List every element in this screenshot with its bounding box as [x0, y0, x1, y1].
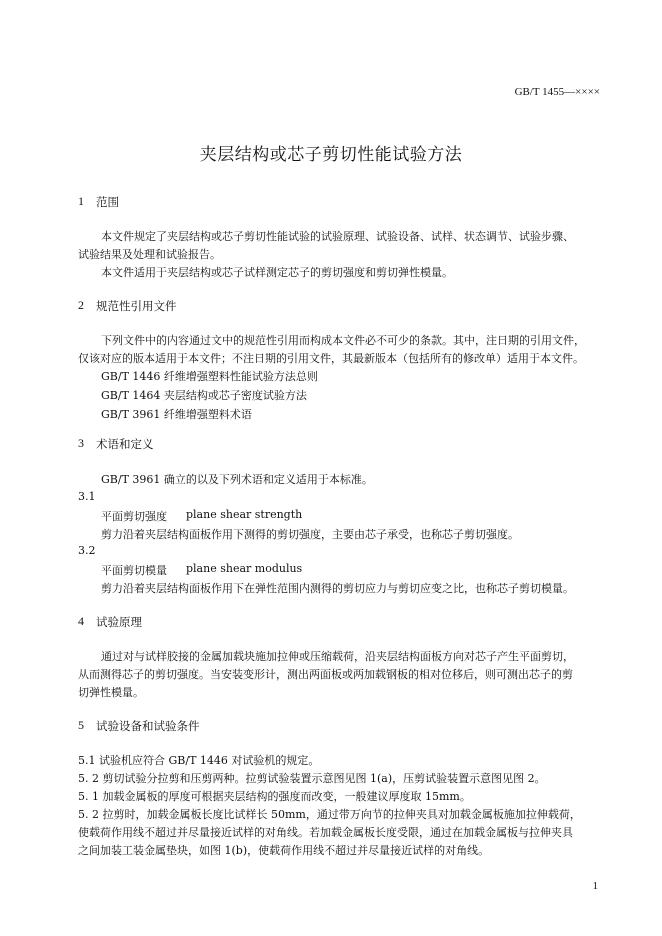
- section-1-number: 1: [78, 194, 84, 208]
- term-1-name: 平面剪切强度: [101, 510, 167, 523]
- document-title: 夹层结构或芯子剪切性能试验方法: [199, 145, 463, 165]
- section-4-line-3: 切弹性模量。: [78, 686, 144, 699]
- term-2-definition: 剪力沿着夹层结构面板作用下在弹性范围内测得的剪切应力与剪切应变之比，也称芯子剪切模量。: [101, 582, 574, 595]
- term-1-english: plane shear strength: [186, 508, 303, 521]
- clause-5-4-line-1: 5. 2 拉剪时，加载金属板长度比试样长 50mm，通过带万向节的拉伸夹具对加载金属板施加拉伸载荷，: [78, 808, 581, 821]
- section-1-para-1-line-1: 本文件规定了夹层结构或芯子剪切性能试验的试验原理、试验设备、试样、状态调节、试验步骤、: [101, 230, 574, 243]
- clause-5-4-line-3: 之间加装工装金属垫块，如图 1(b)，使载荷作用线不超过并尽量接近试样的对角线。: [78, 844, 490, 857]
- term-2-english: plane shear modulus: [186, 562, 303, 575]
- section-1-para-1-line-2: 试验结果及处理和试验报告。: [78, 248, 221, 261]
- section-5-title: 试验设备和试验条件: [96, 719, 200, 733]
- section-3-intro: GB/T 3961 确立的以及下列术语和定义适用于本标准。: [101, 473, 373, 486]
- section-4-line-2: 从而测得芯子的剪切强度。当安装变形计，测出两面板或两加载钢板的相对位移后，则可测出芯子的剪: [78, 668, 573, 681]
- term-1-number: 3.1: [78, 490, 96, 503]
- clause-5-4-line-2: 使载荷作用线不超过并尽量接近试样的对角线。若加载金属板长度受限，通过在加载金属板与拉伸夹具: [78, 826, 573, 839]
- section-3-title: 术语和定义: [96, 437, 154, 451]
- clause-5-2: 5. 2 剪切试验分拉剪和压剪两种。拉剪试验装置示意图见图 1(a)，压剪试验装置示意图见图 2。: [78, 772, 546, 785]
- section-4-number: 4: [78, 614, 84, 628]
- section-4-line-1: 通过对与试样胶接的金属加载块施加拉伸或压缩载荷，沿夹层结构面板方向对芯子产生平面剪切，: [101, 650, 574, 663]
- section-3-number: 3: [78, 436, 84, 450]
- reference-item: GB/T 1464 夹层结构或芯子密度试验方法: [101, 389, 307, 402]
- section-1-para-2: 本文件适用于夹层结构或芯子试样测定芯子的剪切强度和剪切弹性模量。: [101, 266, 453, 279]
- section-5-number: 5: [78, 718, 84, 732]
- term-2-name: 平面剪切模量: [101, 564, 167, 577]
- reference-item: GB/T 3961 纤维增强塑料术语: [101, 408, 252, 421]
- section-2-title: 规范性引用文件: [96, 299, 177, 313]
- clause-5-1: 5.1 试验机应符合 GB/T 1446 对试验机的规定。: [78, 754, 320, 767]
- page-number: 1: [592, 880, 598, 892]
- section-1-title: 范围: [96, 195, 119, 209]
- section-2-para-line-1: 下列文件中的内容通过文中的规范性引用而构成本文件必不可少的条款。其中，注日期的引用文件，: [101, 334, 585, 347]
- reference-list: [101, 368, 318, 425]
- reference-item: GB/T 1446 纤维增强塑料性能试验方法总则: [101, 370, 318, 383]
- section-4-title: 试验原理: [96, 615, 142, 629]
- section-2-para-line-2: 仅该对应的版本适用于本文件；不注日期的引用文件，其最新版本（包括所有的修改单）适用于本文件。: [78, 352, 584, 365]
- term-1-definition: 剪力沿着夹层结构面板作用下测得的剪切强度，主要由芯子承受，也称芯子剪切强度。: [101, 528, 519, 541]
- term-2-number: 3.2: [78, 544, 96, 557]
- standard-number: GB/T 1455—××××: [514, 86, 600, 98]
- clause-5-3: 5. 1 加载金属板的厚度可根据夹层结构的强度而改变，一般建议厚度取 15mm。: [78, 790, 471, 803]
- section-2-number: 2: [78, 298, 84, 312]
